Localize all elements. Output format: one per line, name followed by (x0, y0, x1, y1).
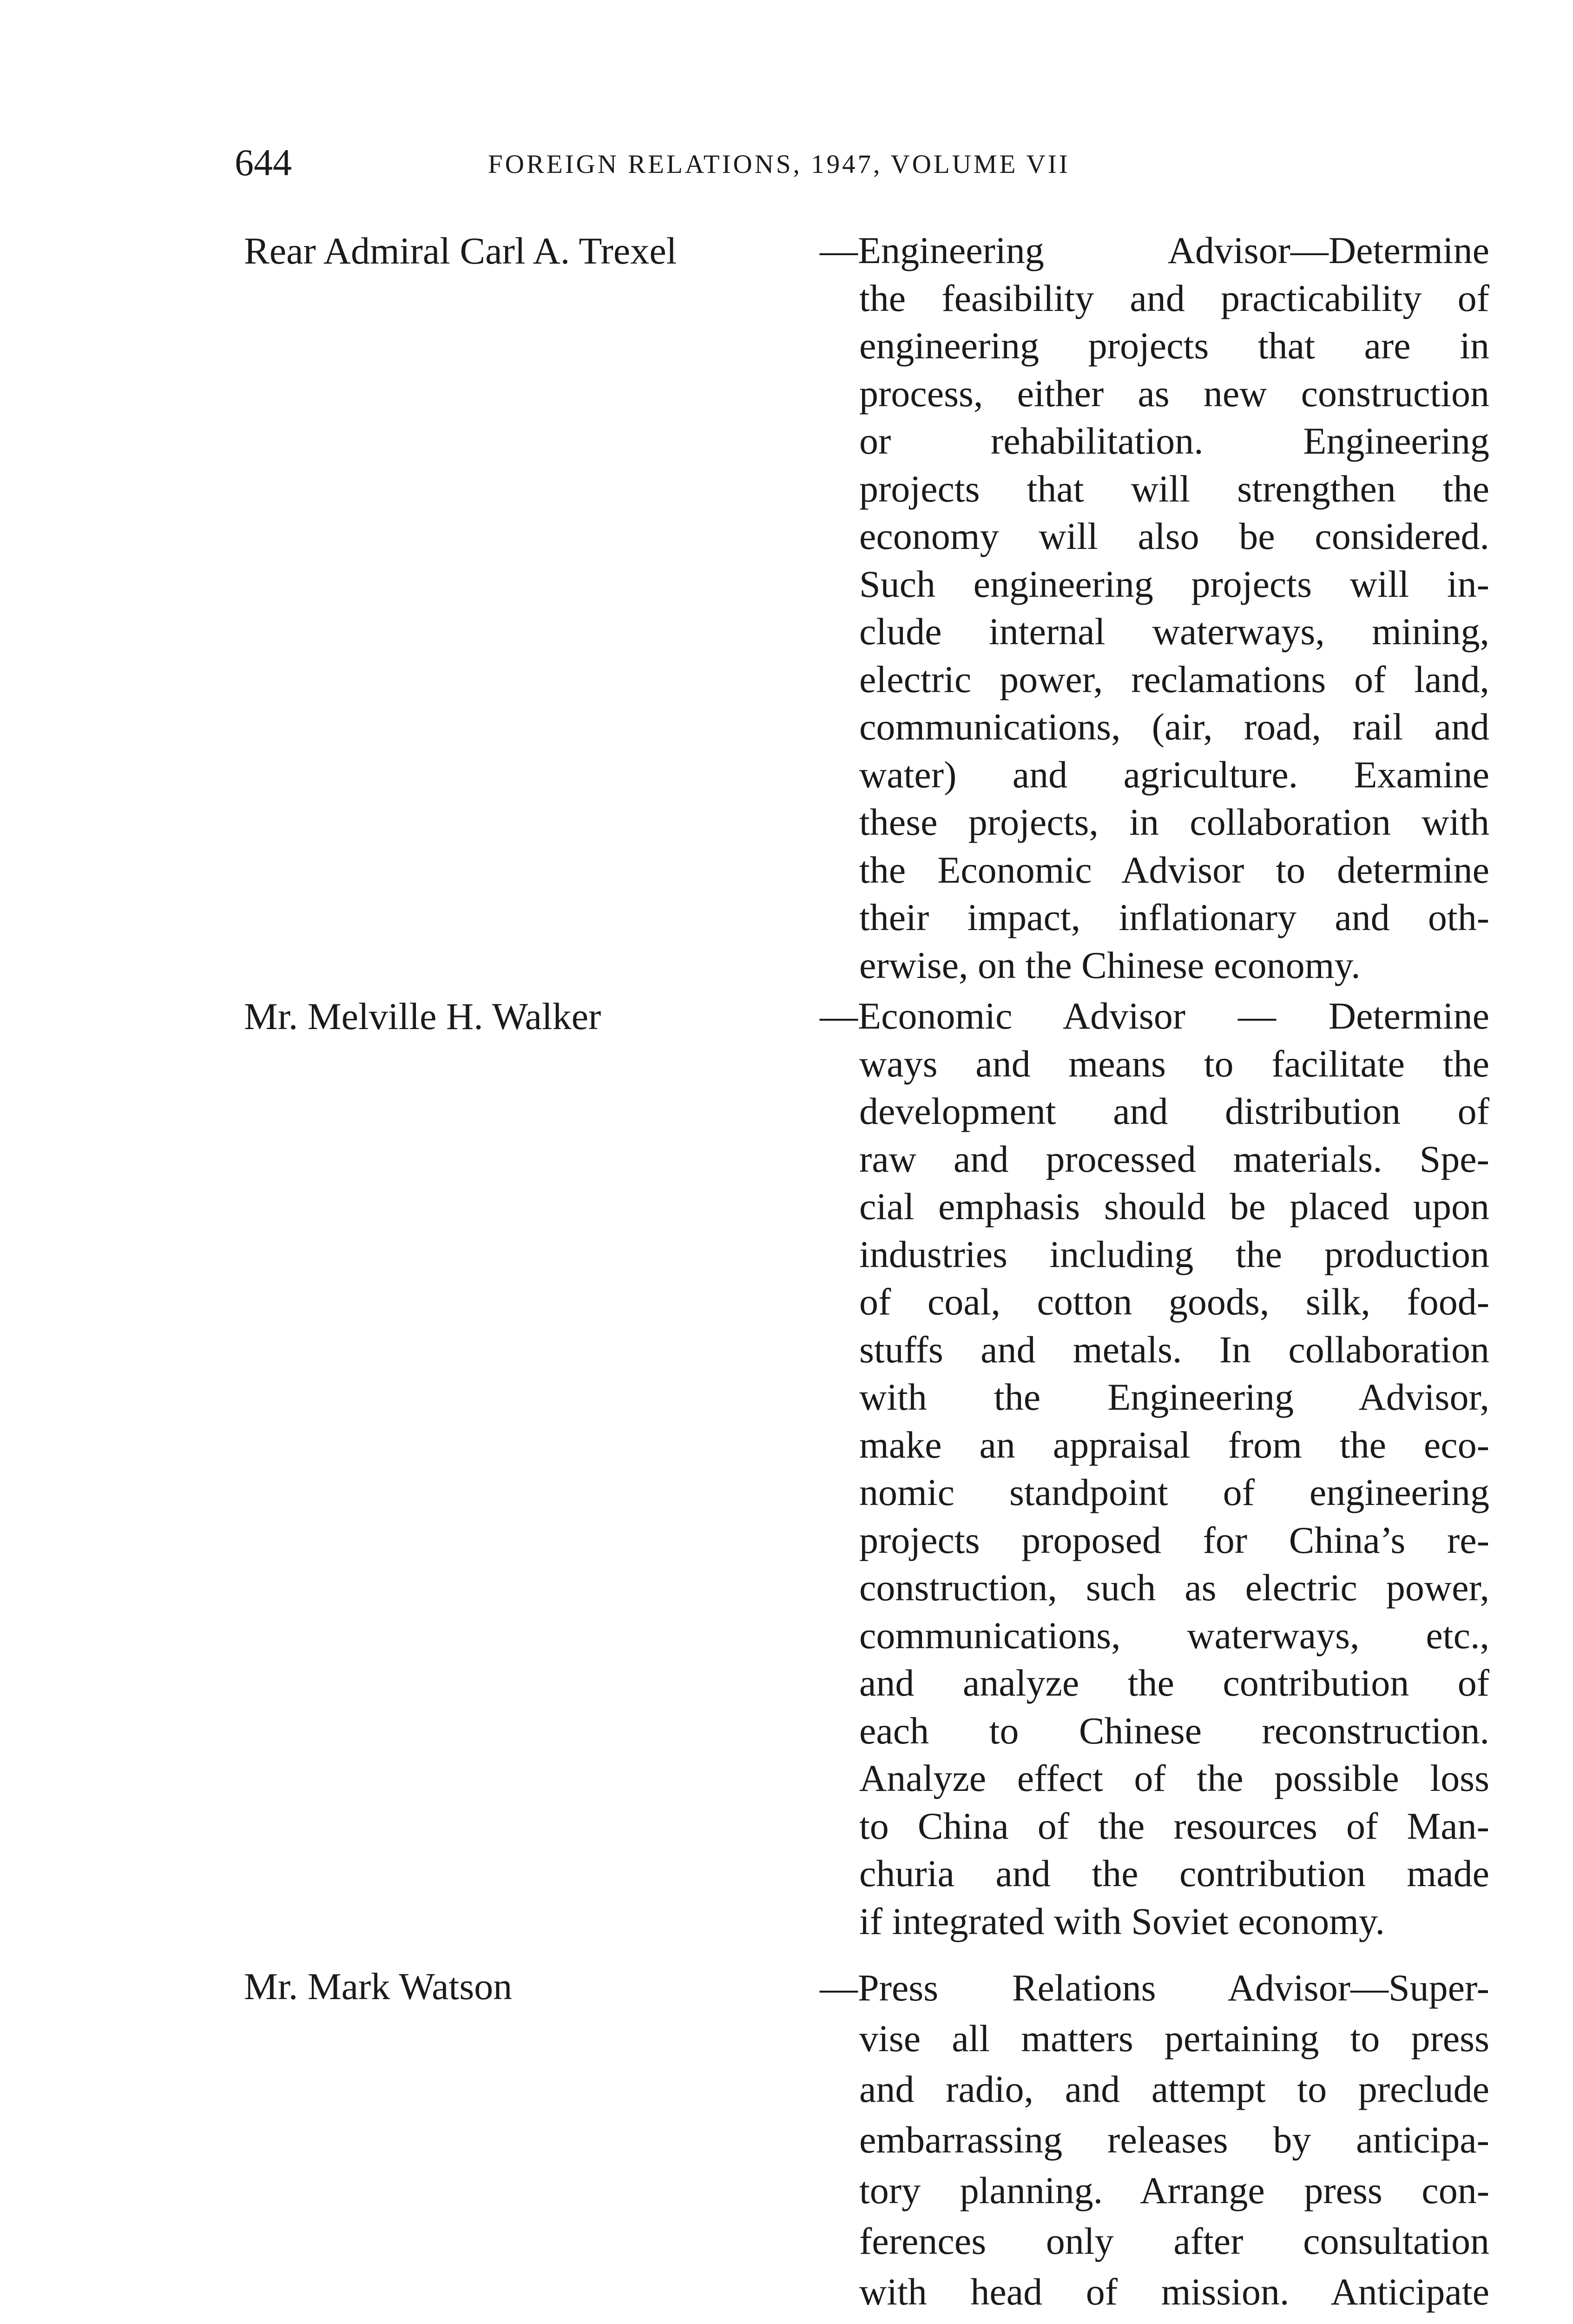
duty-line: if integrated with Soviet economy. (859, 1900, 1385, 1942)
duty-line: with head of mission. Anticipate (859, 2271, 1489, 2313)
duty-line: —Engineering Advisor—Determine (820, 229, 1489, 271)
duty-line: the feasibility and practicability of (859, 277, 1489, 319)
duty-line: Analyze effect of the possible loss (859, 1757, 1489, 1799)
duty-line: the Economic Advisor to determine (859, 848, 1489, 891)
duty-line: projects proposed for China’s re- (859, 1519, 1489, 1561)
duty-line: their impact, inflationary and oth- (859, 896, 1489, 938)
duty-line: these projects, in collaboration with (859, 801, 1489, 843)
duty-line: churia and the contribution made (859, 1852, 1489, 1895)
entry-name: Mr. Mark Watson (244, 1965, 513, 2007)
duty-line: ways and means to facilitate the (859, 1042, 1489, 1085)
duty-line: ferences only after consultation (859, 2220, 1489, 2262)
page-number: 644 (235, 141, 292, 184)
duty-line: —Press Relations Advisor—Super- (820, 1967, 1489, 2009)
duty-line: engineering projects that are in (859, 324, 1489, 367)
duty-line: with the Engineering Advisor, (859, 1376, 1489, 1418)
duty-line: electric power, reclamations of land, (859, 658, 1489, 700)
entry-duty-text (820, 1962, 1489, 2317)
duty-line: process, either as new construction (859, 372, 1489, 415)
duty-line: clude internal waterways, mining, (859, 610, 1489, 653)
duty-line: make an appraisal from the eco- (859, 1423, 1489, 1466)
duty-line: communications, waterways, etc., (859, 1614, 1489, 1657)
duty-line: communications, (air, road, rail and (859, 706, 1489, 748)
entry-name: Mr. Melville H. Walker (244, 995, 601, 1037)
duty-line: and analyze the contribution of (859, 1662, 1489, 1704)
duty-line: nomic standpoint of engineering (859, 1471, 1489, 1513)
duty-line: or rehabilitation. Engineering (859, 420, 1489, 462)
duty-line: water) and agriculture. Examine (859, 753, 1489, 796)
duty-line: construction, such as electric power, (859, 1566, 1489, 1609)
duty-line: of coal, cotton goods, silk, food- (859, 1281, 1489, 1323)
duty-line: economy will also be considered. (859, 515, 1489, 557)
duty-line: raw and processed materials. Spe- (859, 1137, 1489, 1180)
duty-line: development and distribution of (859, 1090, 1489, 1132)
duty-line: erwise, on the Chinese economy. (859, 944, 1361, 986)
duty-line: projects that will strengthen the (859, 467, 1489, 510)
duty-line: tory planning. Arrange press con- (859, 2169, 1489, 2212)
page-header (235, 139, 1489, 195)
duty-line: industries including the production (859, 1233, 1489, 1275)
running-title: FOREIGN RELATIONS, 1947, VOLUME VII (488, 150, 1070, 179)
entry-duty-text (820, 992, 1489, 1945)
duty-line: —Economic Advisor — Determine (820, 995, 1489, 1037)
duty-line: to China of the resources of Man- (859, 1804, 1489, 1847)
duty-line: each to Chinese reconstruction. (859, 1709, 1489, 1752)
duty-line: stuffs and metals. In collaboration (859, 1328, 1489, 1371)
duty-line: vise all matters pertaining to press (859, 2017, 1489, 2060)
duty-line: embarrassing releases by anticipa- (859, 2119, 1489, 2161)
entry-name: Rear Admiral Carl A. Trexel (244, 230, 677, 272)
duty-line: and radio, and attempt to preclude (859, 2068, 1489, 2110)
duty-line: Such engineering projects will in- (859, 562, 1489, 605)
duty-line: cial emphasis should be placed upon (859, 1185, 1489, 1228)
entry-duty-text (820, 227, 1489, 989)
